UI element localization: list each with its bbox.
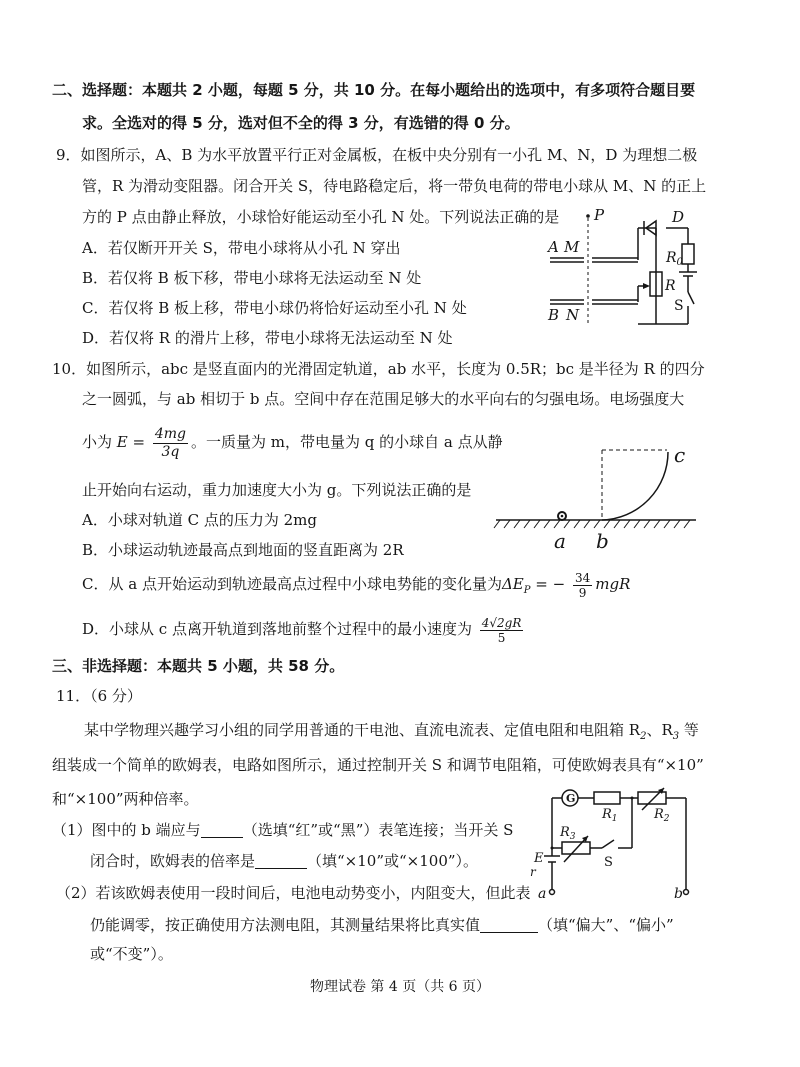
- q10-fig-label-b: b: [596, 529, 609, 552]
- q10-stem-line2: 之一圆弧，与 ab 相切于 b 点。空间中存在范围足够大的水平向右的匀强电场。电场强度大: [82, 390, 685, 408]
- q11-s2b: 仍能调零，按正确使用方法测电阻，其测量结果将比真实值: [90, 916, 481, 934]
- q10-eq-num: 4mg: [154, 425, 187, 442]
- section2-heading: 二、选择题：本题共 2 小题，每题 5 分，共 10 分。在每小题给出的选项中，有多项符合题目要: [52, 81, 696, 99]
- q11-s1d: （填“×10”或“×100”）。: [307, 852, 479, 870]
- q10-optc-eq2: = −: [535, 575, 566, 593]
- q11-fig-label-e: E: [534, 851, 544, 866]
- q10-optd-den: 5: [497, 630, 506, 645]
- q11-p1: 某中学物理兴趣学习小组的同学用普通的干电池、直流电流表、定值电阻和电阻箱 R: [84, 721, 641, 739]
- q11-p1-end: 等: [679, 721, 699, 739]
- q9-fig-label-r: R: [665, 278, 676, 294]
- q10-option-c: [82, 566, 630, 602]
- q9-option-c: C．若仅将 B 板上移，带电小球仍将恰好运动至小孔 N 处: [82, 299, 467, 317]
- q9-stem-line2: 管，R 为滑动变阻器。闭合开关 S，待电路稳定后，将一带负电荷的带电小球从 M、N 的正上: [82, 177, 707, 195]
- q9-fig-label-n: N: [566, 306, 580, 324]
- q9-fig-label-a: A: [548, 238, 559, 256]
- q10-eq-den: 3q: [161, 443, 180, 460]
- q10-optc-fraction: [573, 571, 592, 600]
- q10-option-d: [82, 610, 526, 648]
- q10-optd-num: 4√2gR: [481, 615, 522, 630]
- q10-stem3-pre: 小为: [82, 433, 113, 451]
- q11-para-line3: 和“×100”两种倍率。: [52, 790, 199, 808]
- q11-para-line1: [84, 720, 699, 747]
- q10-stem3-post: 。一质量为 m，带电量为 q 的小球自 a 点从静: [191, 433, 503, 451]
- q11-fig-label-r1: $R_1$: [602, 807, 618, 824]
- q11-fig-label-a: a: [538, 886, 547, 902]
- q11-fig-label-r2: $R_2$: [654, 807, 670, 824]
- q11-label: 11．（6 分）: [56, 687, 142, 705]
- q9-stem-line1: 9．如图所示，A、B 为水平放置平行正对金属板，在板中央分别有一小孔 M、N，D 为理想二极: [56, 146, 698, 164]
- answer-blank-2[interactable]: [255, 853, 307, 869]
- q9-option-d: D．若仅将 R 的滑片上移，带电小球将无法运动至 N 处: [82, 329, 453, 347]
- q10-optc-post: mgR: [595, 575, 631, 593]
- q9-fig-label-d: D: [672, 208, 685, 226]
- q10-optc-den: 9: [578, 585, 587, 600]
- q9-option-a: A．若仅断开开关 S，带电小球将从小孔 N 穿出: [82, 239, 401, 257]
- q9-option-b: B．若仅将 B 板下移，带电小球将无法运动至 N 处: [82, 269, 422, 287]
- q11-fig-label-b: b: [674, 886, 683, 902]
- q9-fig-label-r0: $R_0$: [666, 250, 683, 268]
- q11-fig-label-s: S: [604, 855, 613, 870]
- q9-stem-line3: 方的 P 点由静止释放，小球恰好能运动至小孔 N 处。下列说法正确的是: [82, 208, 560, 226]
- q10-stem-line4: 止开始向右运动，重力加速度大小为 g。下列说法正确的是: [82, 481, 472, 499]
- page-footer: 物理试卷 第 4 页（共 6 页）: [309, 979, 491, 995]
- answer-blank-1[interactable]: [201, 822, 243, 838]
- q10-eq-e: E =: [116, 433, 146, 451]
- q11-ohmmeter-figure: [528, 786, 698, 906]
- q10-optd-fraction: [480, 616, 524, 645]
- q9-fig-label-s: S: [674, 298, 684, 314]
- q11-s2c: （填“偏大”、“偏小”: [538, 916, 674, 934]
- q9-fig-label-p: P: [594, 206, 605, 224]
- q10-eq-fraction: [153, 426, 188, 461]
- q11-fig-label-g: G: [566, 792, 576, 805]
- q11-s1a: （1）图中的 b 端应与: [52, 821, 201, 839]
- q11-s1b: （选填“红”或“黑”）表笔连接；当开关 S: [242, 821, 514, 839]
- q11-sub1-line2: [90, 851, 478, 871]
- q11-p1-sub3: 3: [672, 731, 680, 742]
- q11-fig-label-r3: $R_3$: [560, 825, 576, 842]
- q11-p1-sub2: 2: [640, 731, 647, 742]
- q10-fig-label-c: c: [674, 443, 686, 467]
- section2-heading-cont: 求。全选对的得 5 分，选对但不全的得 3 分，有选错的得 0 分。: [82, 114, 520, 132]
- q11-para-line2: 组装成一个简单的欧姆表，电路如图所示，通过控制开关 S 和调节电阻箱，可使欧姆表具有“×10”: [52, 756, 704, 774]
- q11-sub2-line3: 或“不变”）。: [90, 945, 173, 963]
- q11-sub2-line1: （2）若该欧姆表使用一段时间后，电池电动势变小，内阻变大，但此表: [56, 884, 531, 902]
- q10-optd-pre: D．小球从 c 点离开轨道到落地前整个过程中的最小速度为: [82, 620, 472, 638]
- q9-circuit-figure: [538, 204, 708, 334]
- section3-heading: 三、非选择题：本题共 5 小题，共 58 分。: [52, 657, 345, 675]
- q10-optc-eq: ΔE: [501, 575, 524, 593]
- q9-fig-label-m: M: [564, 238, 580, 256]
- q11-sub1-line1: [52, 820, 513, 840]
- q10-track-figure: [492, 440, 702, 552]
- q10-fig-label-a: a: [554, 529, 566, 552]
- q10-option-a: A．小球对轨道 C 点的压力为 2mg: [82, 511, 317, 529]
- q11-fig-label-r: r: [530, 865, 536, 879]
- q11-s1c: 闭合时，欧姆表的倍率是: [90, 852, 256, 870]
- q10-option-b: B．小球运动轨迹最高点到地面的竖直距离为 2R: [82, 541, 404, 559]
- q10-optc-num: 34: [574, 570, 591, 585]
- q10-optc-sub: P: [523, 585, 531, 596]
- q9-fig-label-b: B: [548, 306, 560, 324]
- q10-stem-line1: 10．如图所示，abc 是竖直面内的光滑固定轨道，ab 水平，长度为 0.5R；bc 是半径为 R 的四分: [52, 360, 705, 378]
- q11-p1-mid: 、R: [646, 721, 673, 739]
- q11-sub2-line2: [90, 915, 674, 935]
- q10-stem-line3: [82, 420, 503, 464]
- q10-optc-pre: C．从 a 点开始运动到轨迹最高点过程中小球电势能的变化量为: [82, 575, 502, 593]
- answer-blank-3[interactable]: [480, 917, 538, 933]
